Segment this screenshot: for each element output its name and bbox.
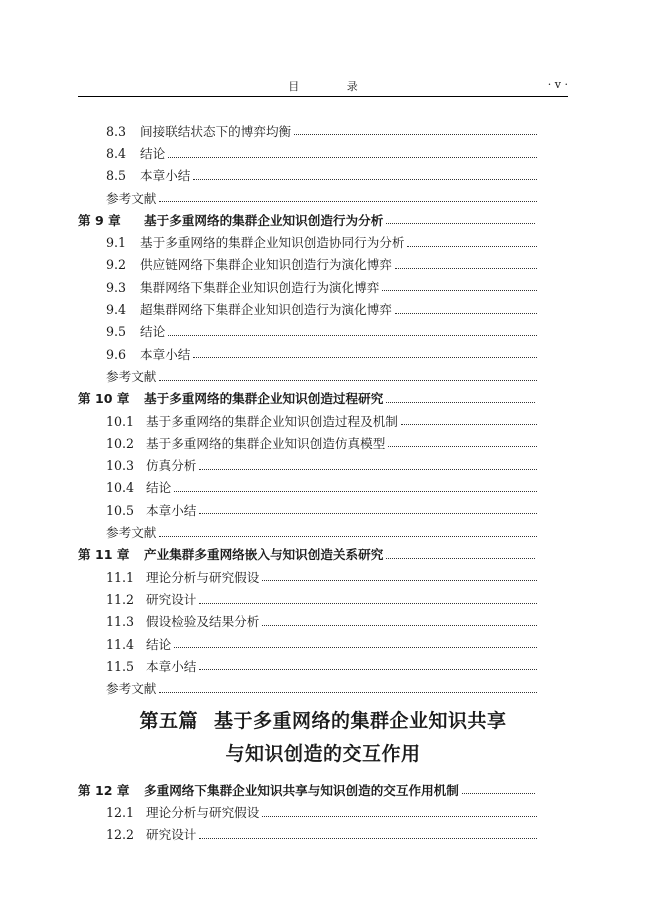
toc-entry[interactable] — [78, 384, 563, 406]
toc-entry-title: 基于多重网络的集群企业知识创造过程研究 — [144, 391, 384, 407]
toc-entry-number: 12.2 — [106, 827, 135, 843]
toc-entry-title: 本章小结 — [140, 346, 191, 362]
toc-entry-title: 结论 — [146, 480, 172, 496]
dot-leader — [401, 424, 537, 425]
toc-entry-number: 8.4 — [106, 146, 127, 161]
dot-leader — [262, 580, 537, 581]
toc-entry[interactable] — [78, 183, 563, 205]
toc-entry-title: 研究设计 — [146, 591, 197, 607]
toc-entry[interactable] — [78, 607, 563, 629]
dot-leader — [159, 201, 537, 202]
toc-entry-title: 假设检验及结果分析 — [146, 614, 260, 630]
dot-leader — [174, 491, 537, 492]
toc-entry-title: 结论 — [146, 636, 172, 652]
toc-entry-title: 参考文献 — [106, 681, 157, 697]
toc-entry[interactable] — [78, 339, 563, 361]
toc-entry[interactable] — [78, 584, 563, 606]
dot-leader — [262, 625, 537, 626]
dot-leader — [159, 380, 537, 381]
toc-entry[interactable] — [78, 250, 563, 272]
toc-entry-title: 本章小结 — [146, 658, 197, 674]
toc-entry-number: 10.4 — [106, 480, 135, 496]
toc-entry-title: 基于多重网络的集群企业知识创造过程及机制 — [146, 413, 398, 429]
dot-leader — [462, 793, 535, 794]
toc-entry[interactable] — [78, 797, 563, 819]
dot-leader — [199, 513, 537, 514]
toc-entry-number: 10.1 — [106, 413, 135, 429]
toc-list — [78, 116, 563, 696]
toc-entry[interactable] — [78, 651, 563, 673]
toc-entry-title: 产业集群多重网络嵌入与知识创造关系研究 — [144, 547, 384, 563]
dot-leader — [294, 134, 537, 135]
dot-leader — [193, 357, 537, 358]
dot-leader — [159, 692, 537, 693]
toc-entry-title: 本章小结 — [146, 502, 197, 518]
toc-entry[interactable] — [78, 138, 563, 160]
toc-entry-number: 11.1 — [106, 569, 135, 585]
toc-entry-title: 集群网络下集群企业知识创造行为演化博弈 — [140, 279, 380, 295]
dot-leader — [168, 157, 537, 158]
toc-entry-number: 12.1 — [106, 805, 135, 820]
toc-entry-number: 10.2 — [106, 435, 135, 451]
running-header — [78, 78, 568, 96]
toc-entry-number: 8.3 — [106, 123, 127, 139]
dot-leader — [395, 268, 537, 269]
toc-entry[interactable] — [78, 361, 563, 383]
toc-entry[interactable] — [78, 161, 563, 183]
toc-entry-number: 9.1 — [106, 235, 127, 251]
dot-leader — [159, 536, 537, 537]
header-title: 目 录 — [288, 80, 380, 93]
toc-entry-title: 仿真分析 — [146, 458, 197, 474]
toc-entry[interactable] — [78, 540, 563, 562]
toc-list — [78, 775, 563, 842]
dot-leader — [395, 313, 537, 314]
toc-entry-title: 本章小结 — [140, 168, 191, 184]
toc-entry-number: 第 10 章 — [78, 391, 130, 407]
toc-entry[interactable] — [78, 317, 563, 339]
dot-leader — [262, 816, 537, 817]
toc-entry-number: 11.3 — [106, 614, 135, 630]
toc-entry-page — [539, 0, 563, 842]
toc-entry[interactable] — [78, 629, 563, 651]
toc-entry-number: 11.2 — [106, 591, 135, 607]
toc-entry[interactable] — [78, 227, 563, 249]
header-rule — [78, 96, 568, 97]
dot-leader — [193, 179, 537, 180]
dot-leader — [174, 647, 537, 648]
toc-entry-title: 结论 — [140, 146, 166, 161]
toc-entry-title: 供应链网络下集群企业知识创造行为演化博弈 — [140, 257, 392, 273]
dot-leader — [386, 223, 534, 224]
toc-entry-title: 基于多重网络的集群企业知识创造协同行为分析 — [140, 235, 405, 251]
part-label: 第五篇 — [139, 710, 198, 732]
toc-entry-title: 理论分析与研究假设 — [146, 569, 260, 585]
part-title-line-1: 基于多重网络的集群企业知识共享 — [214, 710, 507, 732]
header-page-number: · v · — [547, 78, 568, 91]
toc-entry-number: 10.3 — [106, 458, 135, 474]
toc-entry-number: 9.2 — [106, 257, 127, 273]
toc-entry-title: 参考文献 — [106, 525, 157, 541]
toc-entry-title: 理论分析与研究假设 — [146, 805, 260, 820]
toc-entry-number: 9.5 — [106, 324, 127, 340]
toc-entry-number: 11.4 — [106, 636, 135, 652]
toc-entry-number: 9.6 — [106, 346, 127, 362]
toc-entry-number: 9.3 — [106, 279, 127, 295]
toc-entry[interactable] — [78, 473, 563, 495]
toc-entry[interactable] — [78, 205, 563, 227]
toc-entry-number: 第 9 章 — [78, 212, 121, 228]
toc-entry-number: 9.4 — [106, 302, 127, 318]
toc-entry-title: 基于多重网络的集群企业知识创造行为分析 — [144, 212, 384, 228]
toc-entry-number: 10.5 — [106, 502, 135, 518]
toc-entry[interactable] — [78, 495, 563, 517]
toc-entry-number: 第 12 章 — [78, 782, 130, 798]
toc-entry-title: 超集群网络下集群企业知识创造行为演化博弈 — [140, 302, 392, 318]
toc-entry-title: 间接联结状态下的博弈均衡 — [140, 123, 292, 139]
toc-entry[interactable] — [78, 775, 563, 797]
dot-leader — [386, 558, 534, 559]
toc-entry[interactable] — [78, 294, 563, 316]
toc-entry[interactable] — [78, 428, 563, 450]
part-title-line-2: 与知识创造的交互作用 — [225, 743, 421, 765]
dot-leader — [386, 402, 534, 403]
dot-leader — [388, 446, 537, 447]
toc-entry-number: 第 11 章 — [78, 547, 130, 563]
toc-entry[interactable] — [78, 406, 563, 428]
toc-entry-title: 参考文献 — [106, 190, 157, 206]
toc-entry[interactable] — [78, 562, 563, 584]
toc-entry[interactable] — [78, 116, 563, 138]
toc-entry[interactable] — [78, 820, 563, 842]
dot-leader — [199, 838, 537, 839]
toc-entry-title: 研究设计 — [146, 827, 197, 843]
toc-entry-number: 8.5 — [106, 168, 127, 184]
toc-entry-number: 11.5 — [106, 658, 135, 674]
dot-leader — [407, 246, 536, 247]
toc-entry-title: 多重网络下集群企业知识共享与知识创造的交互作用机制 — [144, 782, 459, 798]
toc-entry[interactable] — [78, 673, 563, 695]
dot-leader — [199, 469, 537, 470]
toc-entry[interactable] — [78, 517, 563, 539]
toc-entry-title: 基于多重网络的集群企业知识创造仿真模型 — [146, 435, 386, 451]
toc-entry[interactable] — [78, 450, 563, 472]
dot-leader — [382, 290, 537, 291]
toc-entry-title: 结论 — [140, 324, 166, 340]
toc-entry-title: 参考文献 — [106, 368, 157, 384]
toc-entry[interactable] — [78, 272, 563, 294]
dot-leader — [168, 335, 537, 336]
dot-leader — [199, 669, 537, 670]
dot-leader — [199, 603, 537, 604]
